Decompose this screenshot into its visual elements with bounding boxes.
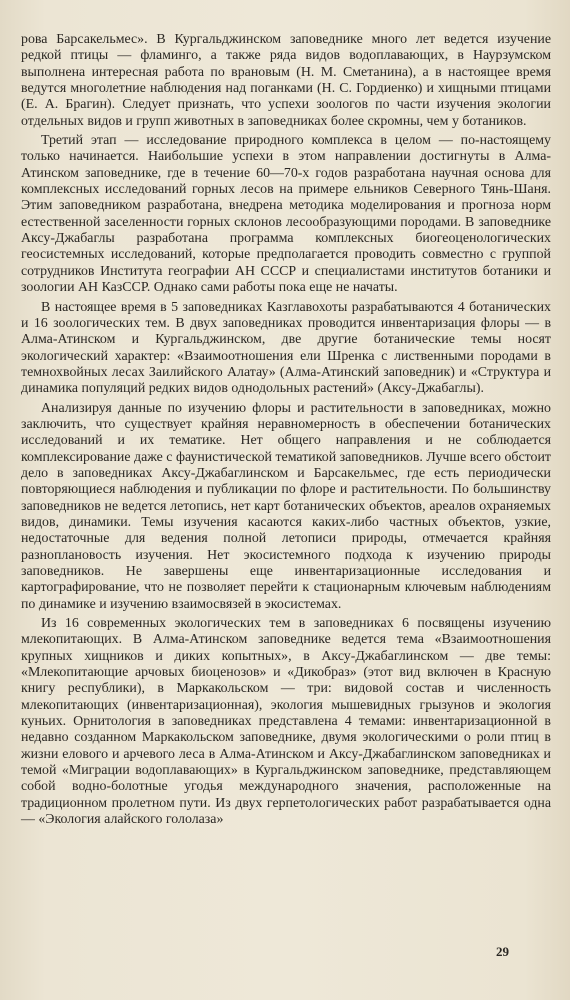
paragraph-1: рова Барсакельмес». В Кургальджинском заповеднике много лет ведется изучение редкой птицы — фламинго, а также ряда видов водоплавающих, в Наурзумском выполнена интересная работа по врановым (Н. М. Сметанина), а в настоящее время ведутся многолетние наблюдения над поганками (Н. С. Гордиенко) и хищными птицами (Е. А. Брагин). Следует признать, что успехи зоологов по части изучения экологии отдельных видов и групп животных в заповедниках более скромны, чем у ботаников. xyxy=(21,32,551,129)
paragraph-2: Третий этап — исследование природного комплекса в целом — по-настоящему только начинается. Наибольшие успехи в этом направлении достигнуты в Алма-Атинском заповеднике, где в течение 60—70-х годов разработана научная основа для комплексных исследований горных лесов на примере ельников Северного Тянь-Шаня. Этим заповедником разработана, внедрена методика моделирования и прогноза норм естественной заселенности горных склонов лесообразующими породами. В заповеднике Аксу-Джабаглы разработана программа комплексных биогеоценологических геосистемных исследований, которые предполагается проводить совместно с группой сотрудников Института географии АН СССР и специалистами институтов ботаники и зоологии АН КазССР. Однако сами работы пока еще не начаты. xyxy=(21,133,551,296)
paragraph-5: Из 16 современных экологических тем в заповедниках 6 посвящены изучению млекопитающих. В Алма-Атинском заповеднике ведется тема «Взаимоотношения крупных хищников и диких копытных», в Аксу-Джабаглинском — две темы: «Млекопитающие арчовых биоценозов» и «Дикобраз» (этот вид включен в Красную книгу республики), в Маркакольском — три: видовой состав и численность млекопитающих (инвентаризационная), экология мышевидных грызунов и экология куньих. Орнитология в заповедниках представлена 4 темами: инвентаризационной в недавно созданном Маркакольском заповеднике, двумя экологическими о роли птиц в жизни елового и арчевого леса в Алма-Атинском и Аксу-Джабаглинском заповедниках и темой «Миграции водоплавающих» в Кургальджинском заповеднике, представляющем собой водно-болотные угодья международного значения, расположенные на традиционном пролетном пути. Из двух герпетологических работ разрабатывается одна — «Экология алайского гололаза» xyxy=(21,616,551,828)
paragraph-4: Анализируя данные по изучению флоры и растительности в заповедниках, можно заключить, что существует крайняя неравномерность в обеспечении ботанических исследований и их тематике. Нет общего направления и не соблюдается комплексирование даже с фаунистической тематикой заповедников. Лучше всего обстоит дело в заповедниках Аксу-Джабаглинском и Барсакельмес, где есть периодически повторяющиеся наблюдения и публикации по флоре и растительности. По большинству заповедников не ведется летопись, нет карт ботанических объектов, ареалов охраняемых видов, динамики. Темы изучения касаются каких-либо частных объектов, узкие, недостаточные для ведения полной летописи природы, отмечается крайняя разноплановость изучения. Нет экосистемного подхода к изучению природы заповедников. Не завершены еще инвентаризационные исследования и картографирование, что не позволяет перейти к стационарным ключевым наблюдениям по динамике и изучению взаимосвязей в экосистемах. xyxy=(21,400,551,612)
page-body-text xyxy=(21,32,551,829)
page-number: 29 xyxy=(496,944,509,959)
paragraph-3: В настоящее время в 5 заповедниках Казглавохоты разрабатываются 4 ботанических и 16 зоологических тем. В двух заповедниках проводится инвентаризация флоры — в Алма-Атинском и Кургальджинском, две другие ботанические темы носят экологический характер: «Взаимоотношения ели Шренка с лиственными породами в темнохвойных лесах Заилийского Алатау» (Алма-Атинский заповедник) и «Структура и динамика популяций редких видов однодольных растений» (Аксу-Джабаглы). xyxy=(21,299,551,397)
